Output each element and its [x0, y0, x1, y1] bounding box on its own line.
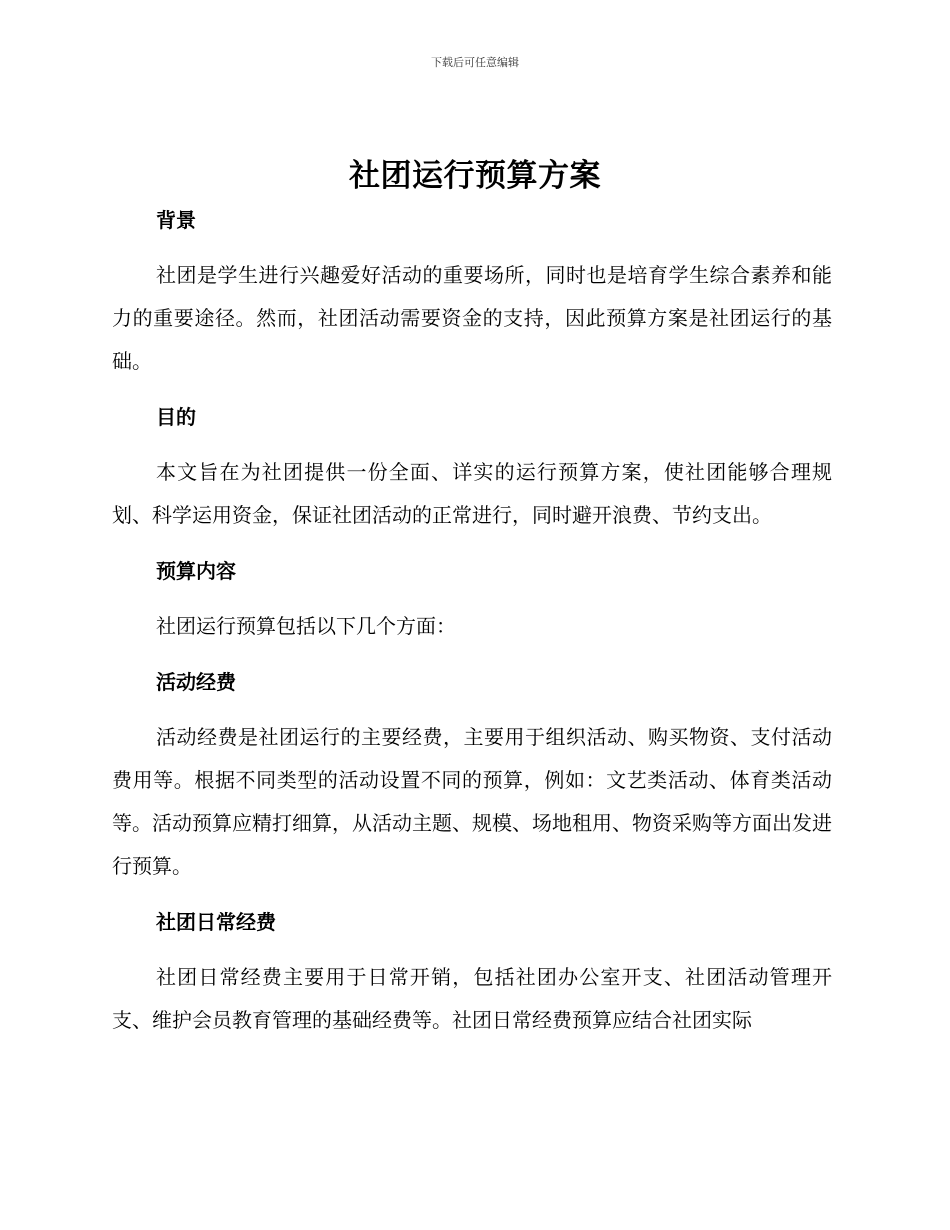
section-heading: 目的 [156, 405, 196, 429]
section-activity-funds [112, 662, 832, 902]
section-paragraph: 社团是学生进行兴趣爱好活动的重要场所，同时也是培育学生综合素养和能力的重要途径。然而，社团活动需要资金的支持，因此预算方案是社团运行的基础。 [112, 263, 832, 373]
section-purpose [112, 397, 832, 551]
section-daily-funds [112, 902, 832, 1042]
section-heading: 活动经费 [156, 670, 236, 694]
section-heading: 预算内容 [156, 559, 236, 583]
document-title: 社团运行预算方案 [349, 158, 601, 194]
page-header-note: 下载后可任意编辑 [431, 56, 519, 69]
section-paragraph: 活动经费是社团运行的主要经费，主要用于组织活动、购买物资、支付活动费用等。根据不同类型的活动设置不同的预算，例如：文艺类活动、体育类活动等。活动预算应精打细算，从活动主题、规模、场地租用、物资采购等方面出发进行预算。 [112, 725, 832, 878]
section-background [112, 200, 832, 397]
section-paragraph: 社团日常经费主要用于日常开销，包括社团办公室开支、社团活动管理开支、维护会员教育管理的基础经费等。社团日常经费预算应结合社团实际 [112, 965, 832, 1032]
section-paragraph: 社团运行预算包括以下几个方面： [156, 614, 456, 638]
section-heading: 社团日常经费 [156, 910, 276, 934]
section-budget-content [112, 551, 832, 662]
section-heading: 背景 [156, 208, 196, 232]
section-paragraph: 本文旨在为社团提供一份全面、详实的运行预算方案，使社团能够合理规划、科学运用资金，保证社团活动的正常进行，同时避开浪费、节约支出。 [112, 460, 832, 527]
document-body [112, 200, 832, 1042]
